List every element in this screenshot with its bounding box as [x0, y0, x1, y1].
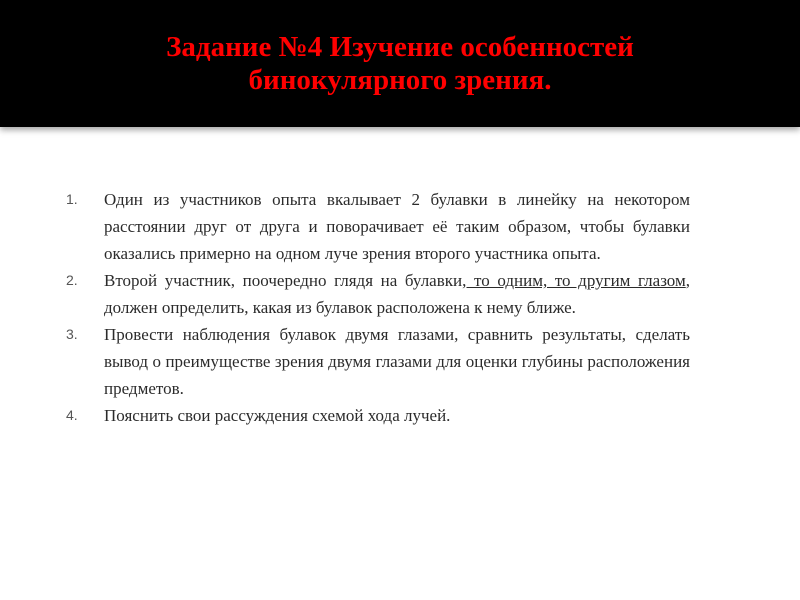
- title-band: [0, 0, 800, 127]
- task-item-4: [66, 402, 690, 429]
- slide-title-line-1: Задание №4 Изучение особенностей: [166, 30, 634, 63]
- task-number-1: 1.: [66, 191, 78, 207]
- task-content: [66, 186, 690, 429]
- slide-title: [20, 31, 780, 97]
- task-list: [66, 186, 690, 429]
- task-item-3: [66, 321, 690, 402]
- task-text-2-start: Второй участник, поочередно глядя на булавки: [104, 271, 463, 290]
- task-number-4: 4.: [66, 407, 78, 423]
- task-item-1: [66, 186, 690, 267]
- task-item-2: [66, 267, 690, 321]
- task-text-2-end: , должен определить, какая из булавок расположена к нему ближе.: [104, 271, 690, 317]
- task-text-4: Пояснить свои рассуждения схемой хода лучей.: [104, 406, 451, 425]
- task-text-2-underlined: , то одним, то другим глазом: [462, 271, 686, 290]
- task-text-3: Провести наблюдения булавок двумя глазами, сравнить результаты, сделать вывод о преимуществе зрения двумя глазами для оценки глубины расположения предметов.: [104, 325, 690, 398]
- task-number-3: 3.: [66, 326, 78, 342]
- task-text-1: Один из участников опыта вкалывает 2 булавки в линейку на некотором расстоянии друг от друга и поворачивает её таким образом, чтобы булавки оказались примерно на одном луче зрения второго участника опыта.: [104, 190, 690, 263]
- slide-title-line-2: бинокулярного зрения.: [248, 63, 552, 96]
- task-number-2: 2.: [66, 272, 78, 288]
